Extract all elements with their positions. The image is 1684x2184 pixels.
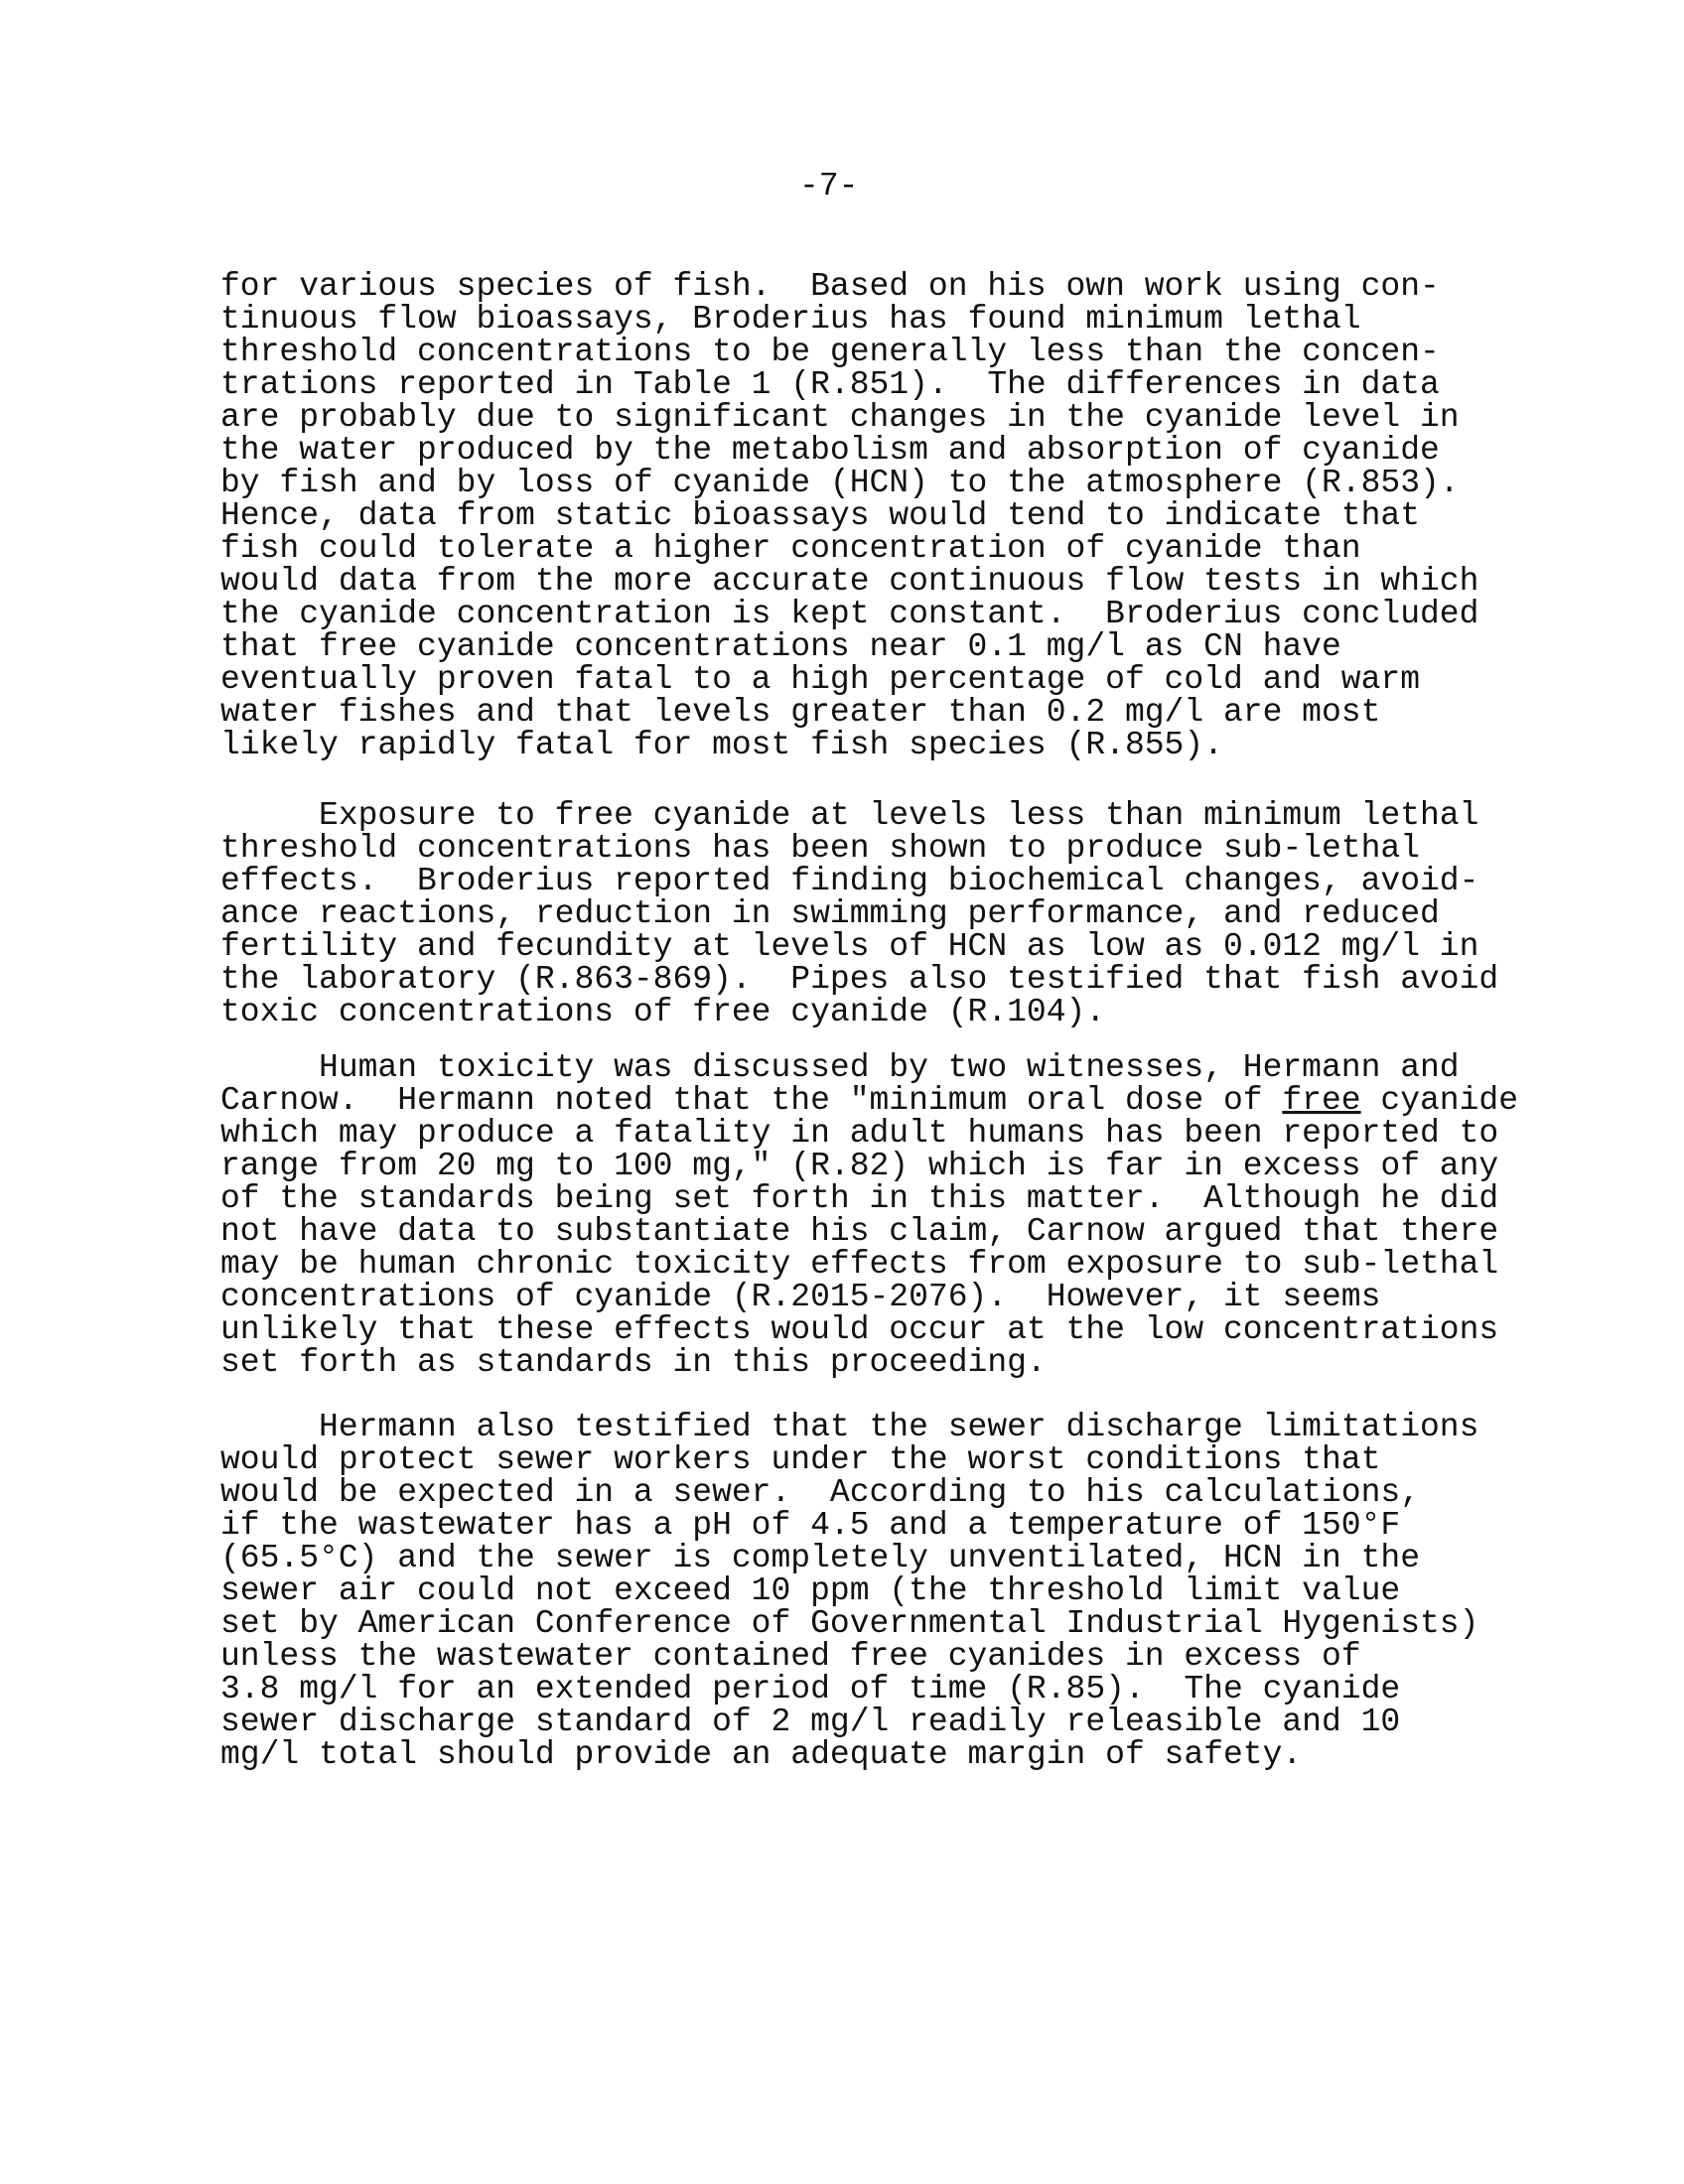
text-line: are probably due to significant changes in the cyanide level in: [220, 399, 1460, 436]
text-line: would data from the more accurate continuous flow tests in which: [220, 563, 1479, 600]
paragraph-fish-toxicity: [220, 270, 1478, 761]
text-line: effects. Broderius reported finding biochemical changes, avoid-: [220, 863, 1479, 899]
text-line: 3.8 mg/l for an extended period of time (R.85). The cyanide: [220, 1671, 1401, 1707]
text-line: Exposure to free cyanide at levels less than minimum lethal: [220, 797, 1479, 834]
text-line: of the standards being set forth in this matter. Although he did: [220, 1180, 1499, 1217]
text-line: set forth as standards in this proceeding.: [220, 1344, 1047, 1381]
text-line: Hence, data from static bioassays would tend to indicate that: [220, 497, 1420, 534]
text-line: range from 20 mg to 100 mg," (R.82) which is far in excess of any: [220, 1148, 1499, 1184]
text-line: for various species of fish. Based on his own work using con-: [220, 268, 1440, 305]
text-line: Hermann also testified that the sewer discharge limitations: [220, 1409, 1479, 1445]
text-line: toxic concentrations of free cyanide (R.104).: [220, 994, 1106, 1030]
text-line: fish could tolerate a higher concentration of cyanide than: [220, 530, 1361, 567]
page-number: -7-: [799, 168, 859, 205]
text-line: threshold concentrations has been shown to produce sub-lethal: [220, 830, 1420, 867]
line-head: Carnow. Hermann noted that the "minimum oral dose of: [220, 1082, 1283, 1119]
text-line: set by American Conference of Governmental Industrial Hygenists): [220, 1605, 1479, 1642]
text-line: by fish and by loss of cyanide (HCN) to the atmosphere (R.853).: [220, 465, 1460, 501]
text-line: trations reported in Table 1 (R.851). The differences in data: [220, 366, 1440, 403]
text-line: would protect sewer workers under the worst conditions that: [220, 1441, 1381, 1478]
text-line: fertility and fecundity at levels of HCN as low as 0.012 mg/l in: [220, 928, 1479, 965]
text-line: ance reactions, reduction in swimming performance, and reduced: [220, 895, 1440, 932]
text-line-with-emphasis: [220, 1084, 1518, 1117]
text-line: sewer air could not exceed 10 ppm (the threshold limit value: [220, 1572, 1401, 1609]
text-line: eventually proven fatal to a high percentage of cold and warm: [220, 661, 1420, 698]
text-line: the cyanide concentration is kept constant. Broderius concluded: [220, 596, 1479, 632]
text-line: water fishes and that levels greater than 0.2 mg/l are most: [220, 694, 1381, 731]
text-line: if the wastewater has a pH of 4.5 and a temperature of 150°F: [220, 1507, 1401, 1544]
text-line: would be expected in a sewer. According to his calculations,: [220, 1474, 1420, 1511]
text-line: not have data to substantiate his claim, Carnow argued that there: [220, 1213, 1499, 1250]
text-line: concentrations of cyanide (R.2015-2076). However, it seems: [220, 1279, 1381, 1315]
text-line: the laboratory (R.863-869). Pipes also testified that fish avoid: [220, 961, 1499, 998]
paragraph-sublethal-effects: [220, 799, 1498, 1028]
text-line: tinuous flow bioassays, Broderius has found minimum lethal: [220, 301, 1361, 338]
paragraph-human-toxicity: [220, 1051, 1518, 1379]
text-line: the water produced by the metabolism and absorption of cyanide: [220, 432, 1440, 469]
text-line: unlikely that these effects would occur at the low concentrations: [220, 1311, 1499, 1348]
text-line: mg/l total should provide an adequate margin of safety.: [220, 1736, 1303, 1773]
text-line: (65.5°C) and the sewer is completely unventilated, HCN in the: [220, 1540, 1420, 1576]
text-line: likely rapidly fatal for most fish species (R.855).: [220, 727, 1223, 763]
text-line: threshold concentrations to be generally less than the concen-: [220, 334, 1440, 370]
paragraph-sewer-workers: [220, 1411, 1478, 1771]
text-line: may be human chronic toxicity effects from exposure to sub-lethal: [220, 1246, 1499, 1283]
text-line: Human toxicity was discussed by two witnesses, Hermann and: [220, 1049, 1460, 1086]
line-tail: cyanide: [1360, 1082, 1519, 1119]
underlined-word: free: [1282, 1082, 1361, 1119]
text-line: that free cyanide concentrations near 0.1 mg/l as CN have: [220, 628, 1341, 665]
text-line: unless the wastewater contained free cyanides in excess of: [220, 1638, 1361, 1675]
text-line: sewer discharge standard of 2 mg/l readily releasible and 10: [220, 1704, 1401, 1740]
text-line: which may produce a fatality in adult humans has been reported to: [220, 1115, 1499, 1152]
